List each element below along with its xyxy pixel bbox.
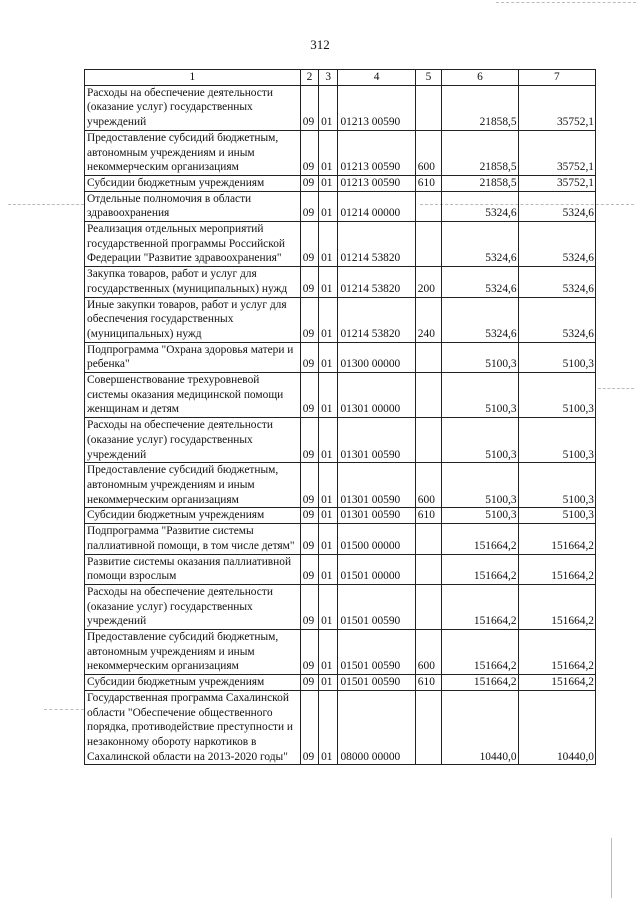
expense-type-code: 610 [415, 675, 441, 691]
amount-year-1: 5324,6 [442, 297, 518, 342]
amount-year-2: 10440,0 [518, 690, 595, 765]
subsection-code: 01 [319, 508, 338, 524]
section-code: 09 [300, 463, 318, 508]
expense-type-code [415, 373, 441, 418]
subsection-code: 01 [319, 675, 338, 691]
section-code: 09 [300, 267, 318, 297]
target-article-code: 08000 00000 [338, 690, 415, 765]
amount-year-2: 35752,1 [518, 130, 595, 175]
amount-year-1: 5324,6 [442, 222, 518, 267]
target-article-code: 01501 00000 [338, 554, 415, 584]
table-row [85, 524, 596, 554]
target-article-code: 01301 00590 [338, 418, 415, 463]
subsection-code: 01 [319, 297, 338, 342]
amount-year-1: 5324,6 [442, 191, 518, 221]
column-header: 6 [442, 70, 518, 86]
amount-year-2: 5324,6 [518, 267, 595, 297]
expense-type-code: 610 [415, 508, 441, 524]
amount-year-1: 5100,3 [442, 463, 518, 508]
section-code: 09 [300, 418, 318, 463]
subsection-code: 01 [319, 85, 338, 130]
amount-year-2: 151664,2 [518, 630, 595, 675]
amount-year-2: 5100,3 [518, 463, 595, 508]
section-code: 09 [300, 342, 318, 372]
subsection-code: 01 [319, 630, 338, 675]
row-description: Подпрограмма "Охрана здоровья матери и ребенка" [85, 342, 301, 372]
amount-year-2: 5100,3 [518, 418, 595, 463]
table-row [85, 690, 596, 765]
expense-type-code: 610 [415, 175, 441, 191]
table-row [85, 342, 596, 372]
table-row [85, 418, 596, 463]
subsection-code: 01 [319, 373, 338, 418]
amount-year-1: 5324,6 [442, 267, 518, 297]
subsection-code: 01 [319, 524, 338, 554]
amount-year-2: 5100,3 [518, 373, 595, 418]
row-description: Предоставление субсидий бюджетным, автономным учреждениям и иным некоммерческим организациям [85, 130, 301, 175]
target-article-code: 01501 00590 [338, 584, 415, 629]
expense-type-code [415, 342, 441, 372]
expense-type-code [415, 524, 441, 554]
subsection-code: 01 [319, 584, 338, 629]
amount-year-2: 151664,2 [518, 554, 595, 584]
section-code: 09 [300, 175, 318, 191]
amount-year-1: 5100,3 [442, 508, 518, 524]
table-row [85, 130, 596, 175]
row-description: Субсидии бюджетным учреждениям [85, 508, 301, 524]
row-description: Иные закупки товаров, работ и услуг для обеспечения государственных (муниципальных) нужд [85, 297, 301, 342]
subsection-code: 01 [319, 690, 338, 765]
section-code: 09 [300, 524, 318, 554]
page-number: 312 [310, 37, 330, 52]
row-description: Субсидии бюджетным учреждениям [85, 675, 301, 691]
row-description: Подпрограмма "Развитие системы паллиативной помощи, в том числе детям" [85, 524, 301, 554]
expense-type-code [415, 554, 441, 584]
target-article-code: 01301 00000 [338, 373, 415, 418]
target-article-code: 01301 00590 [338, 508, 415, 524]
row-description: Субсидии бюджетным учреждениям [85, 175, 301, 191]
table-row [85, 508, 596, 524]
section-code: 09 [300, 191, 318, 221]
section-code: 09 [300, 85, 318, 130]
row-description: Расходы на обеспечение деятельности (оказание услуг) государственных учреждений [85, 85, 301, 130]
target-article-code: 01501 00590 [338, 675, 415, 691]
amount-year-1: 5100,3 [442, 418, 518, 463]
row-description: Отдельные полномочия в области здравоохранения [85, 191, 301, 221]
amount-year-1: 10440,0 [442, 690, 518, 765]
amount-year-1: 151664,2 [442, 584, 518, 629]
column-header: 5 [415, 70, 441, 86]
section-code: 09 [300, 222, 318, 267]
expense-type-code [415, 85, 441, 130]
subsection-code: 01 [319, 130, 338, 175]
amount-year-1: 5100,3 [442, 342, 518, 372]
target-article-code: 01213 00590 [338, 85, 415, 130]
amount-year-2: 5324,6 [518, 297, 595, 342]
expense-type-code: 600 [415, 130, 441, 175]
section-code: 09 [300, 508, 318, 524]
scan-edge-line [598, 388, 634, 389]
target-article-code: 01213 00590 [338, 175, 415, 191]
expense-type-code [415, 690, 441, 765]
budget-table [84, 69, 596, 765]
target-article-code: 01214 53820 [338, 222, 415, 267]
row-description: Расходы на обеспечение деятельности (оказание услуг) государственных учреждений [85, 418, 301, 463]
amount-year-2: 5100,3 [518, 508, 595, 524]
scan-edge-line [611, 838, 612, 898]
subsection-code: 01 [319, 463, 338, 508]
table-row [85, 373, 596, 418]
row-description: Предоставление субсидий бюджетным, автономным учреждениям и иным некоммерческим организациям [85, 630, 301, 675]
expense-type-code [415, 191, 441, 221]
subsection-code: 01 [319, 222, 338, 267]
amount-year-2: 35752,1 [518, 175, 595, 191]
row-description: Предоставление субсидий бюджетным, автономным учреждениям и иным некоммерческим организациям [85, 463, 301, 508]
expense-type-code: 600 [415, 463, 441, 508]
row-description: Реализация отдельных мероприятий государственной программы Российской Федерации "Развитие здравоохранения" [85, 222, 301, 267]
table-row [85, 191, 596, 221]
target-article-code: 01501 00590 [338, 630, 415, 675]
column-header: 7 [518, 70, 595, 86]
amount-year-2: 151664,2 [518, 524, 595, 554]
table-row [85, 554, 596, 584]
scan-edge-line [8, 204, 84, 205]
subsection-code: 01 [319, 418, 338, 463]
amount-year-1: 151664,2 [442, 554, 518, 584]
subsection-code: 01 [319, 342, 338, 372]
section-code: 09 [300, 373, 318, 418]
subsection-code: 01 [319, 191, 338, 221]
column-header: 1 [85, 70, 301, 86]
table-row [85, 630, 596, 675]
amount-year-2: 5324,6 [518, 222, 595, 267]
target-article-code: 01300 00000 [338, 342, 415, 372]
row-description: Расходы на обеспечение деятельности (оказание услуг) государственных учреждений [85, 584, 301, 629]
table-header-row [85, 70, 596, 86]
expense-type-code [415, 584, 441, 629]
target-article-code: 01500 00000 [338, 524, 415, 554]
row-description: Закупка товаров, работ и услуг для государственных (муниципальных) нужд [85, 267, 301, 297]
table-row [85, 267, 596, 297]
row-description: Совершенствование трехуровневой системы оказания медицинской помощи женщинам и детям [85, 373, 301, 418]
table-row [85, 297, 596, 342]
amount-year-1: 5100,3 [442, 373, 518, 418]
table-row [85, 463, 596, 508]
expense-type-code [415, 222, 441, 267]
amount-year-1: 151664,2 [442, 524, 518, 554]
section-code: 09 [300, 297, 318, 342]
table-row [85, 675, 596, 691]
target-article-code: 01213 00590 [338, 130, 415, 175]
target-article-code: 01214 53820 [338, 267, 415, 297]
section-code: 09 [300, 675, 318, 691]
amount-year-2: 35752,1 [518, 85, 595, 130]
amount-year-2: 5100,3 [518, 342, 595, 372]
section-code: 09 [300, 554, 318, 584]
amount-year-1: 151664,2 [442, 630, 518, 675]
expense-type-code: 200 [415, 267, 441, 297]
target-article-code: 01301 00590 [338, 463, 415, 508]
subsection-code: 01 [319, 175, 338, 191]
column-header: 3 [319, 70, 338, 86]
row-description: Государственная программа Сахалинской области "Обеспечение общественного порядка, противодействие преступности и незаконному обороту наркотиков в Сахалинской области на 2013-2020 годы" [85, 690, 301, 765]
section-code: 09 [300, 130, 318, 175]
expense-type-code: 600 [415, 630, 441, 675]
column-header: 4 [338, 70, 415, 86]
table-row [85, 222, 596, 267]
table-row [85, 584, 596, 629]
amount-year-2: 151664,2 [518, 675, 595, 691]
subsection-code: 01 [319, 554, 338, 584]
section-code: 09 [300, 690, 318, 765]
table-row [85, 85, 596, 130]
amount-year-1: 151664,2 [442, 675, 518, 691]
amount-year-1: 21858,5 [442, 85, 518, 130]
amount-year-2: 5324,6 [518, 191, 595, 221]
table-row [85, 175, 596, 191]
expense-type-code: 240 [415, 297, 441, 342]
subsection-code: 01 [319, 267, 338, 297]
expense-type-code [415, 418, 441, 463]
target-article-code: 01214 00000 [338, 191, 415, 221]
section-code: 09 [300, 584, 318, 629]
scan-edge-line [44, 709, 84, 710]
amount-year-2: 151664,2 [518, 584, 595, 629]
amount-year-1: 21858,5 [442, 175, 518, 191]
target-article-code: 01214 53820 [338, 297, 415, 342]
scan-edge-line [496, 2, 636, 3]
row-description: Развитие системы оказания паллиативной помощи взрослым [85, 554, 301, 584]
section-code: 09 [300, 630, 318, 675]
amount-year-1: 21858,5 [442, 130, 518, 175]
column-header: 2 [300, 70, 318, 86]
